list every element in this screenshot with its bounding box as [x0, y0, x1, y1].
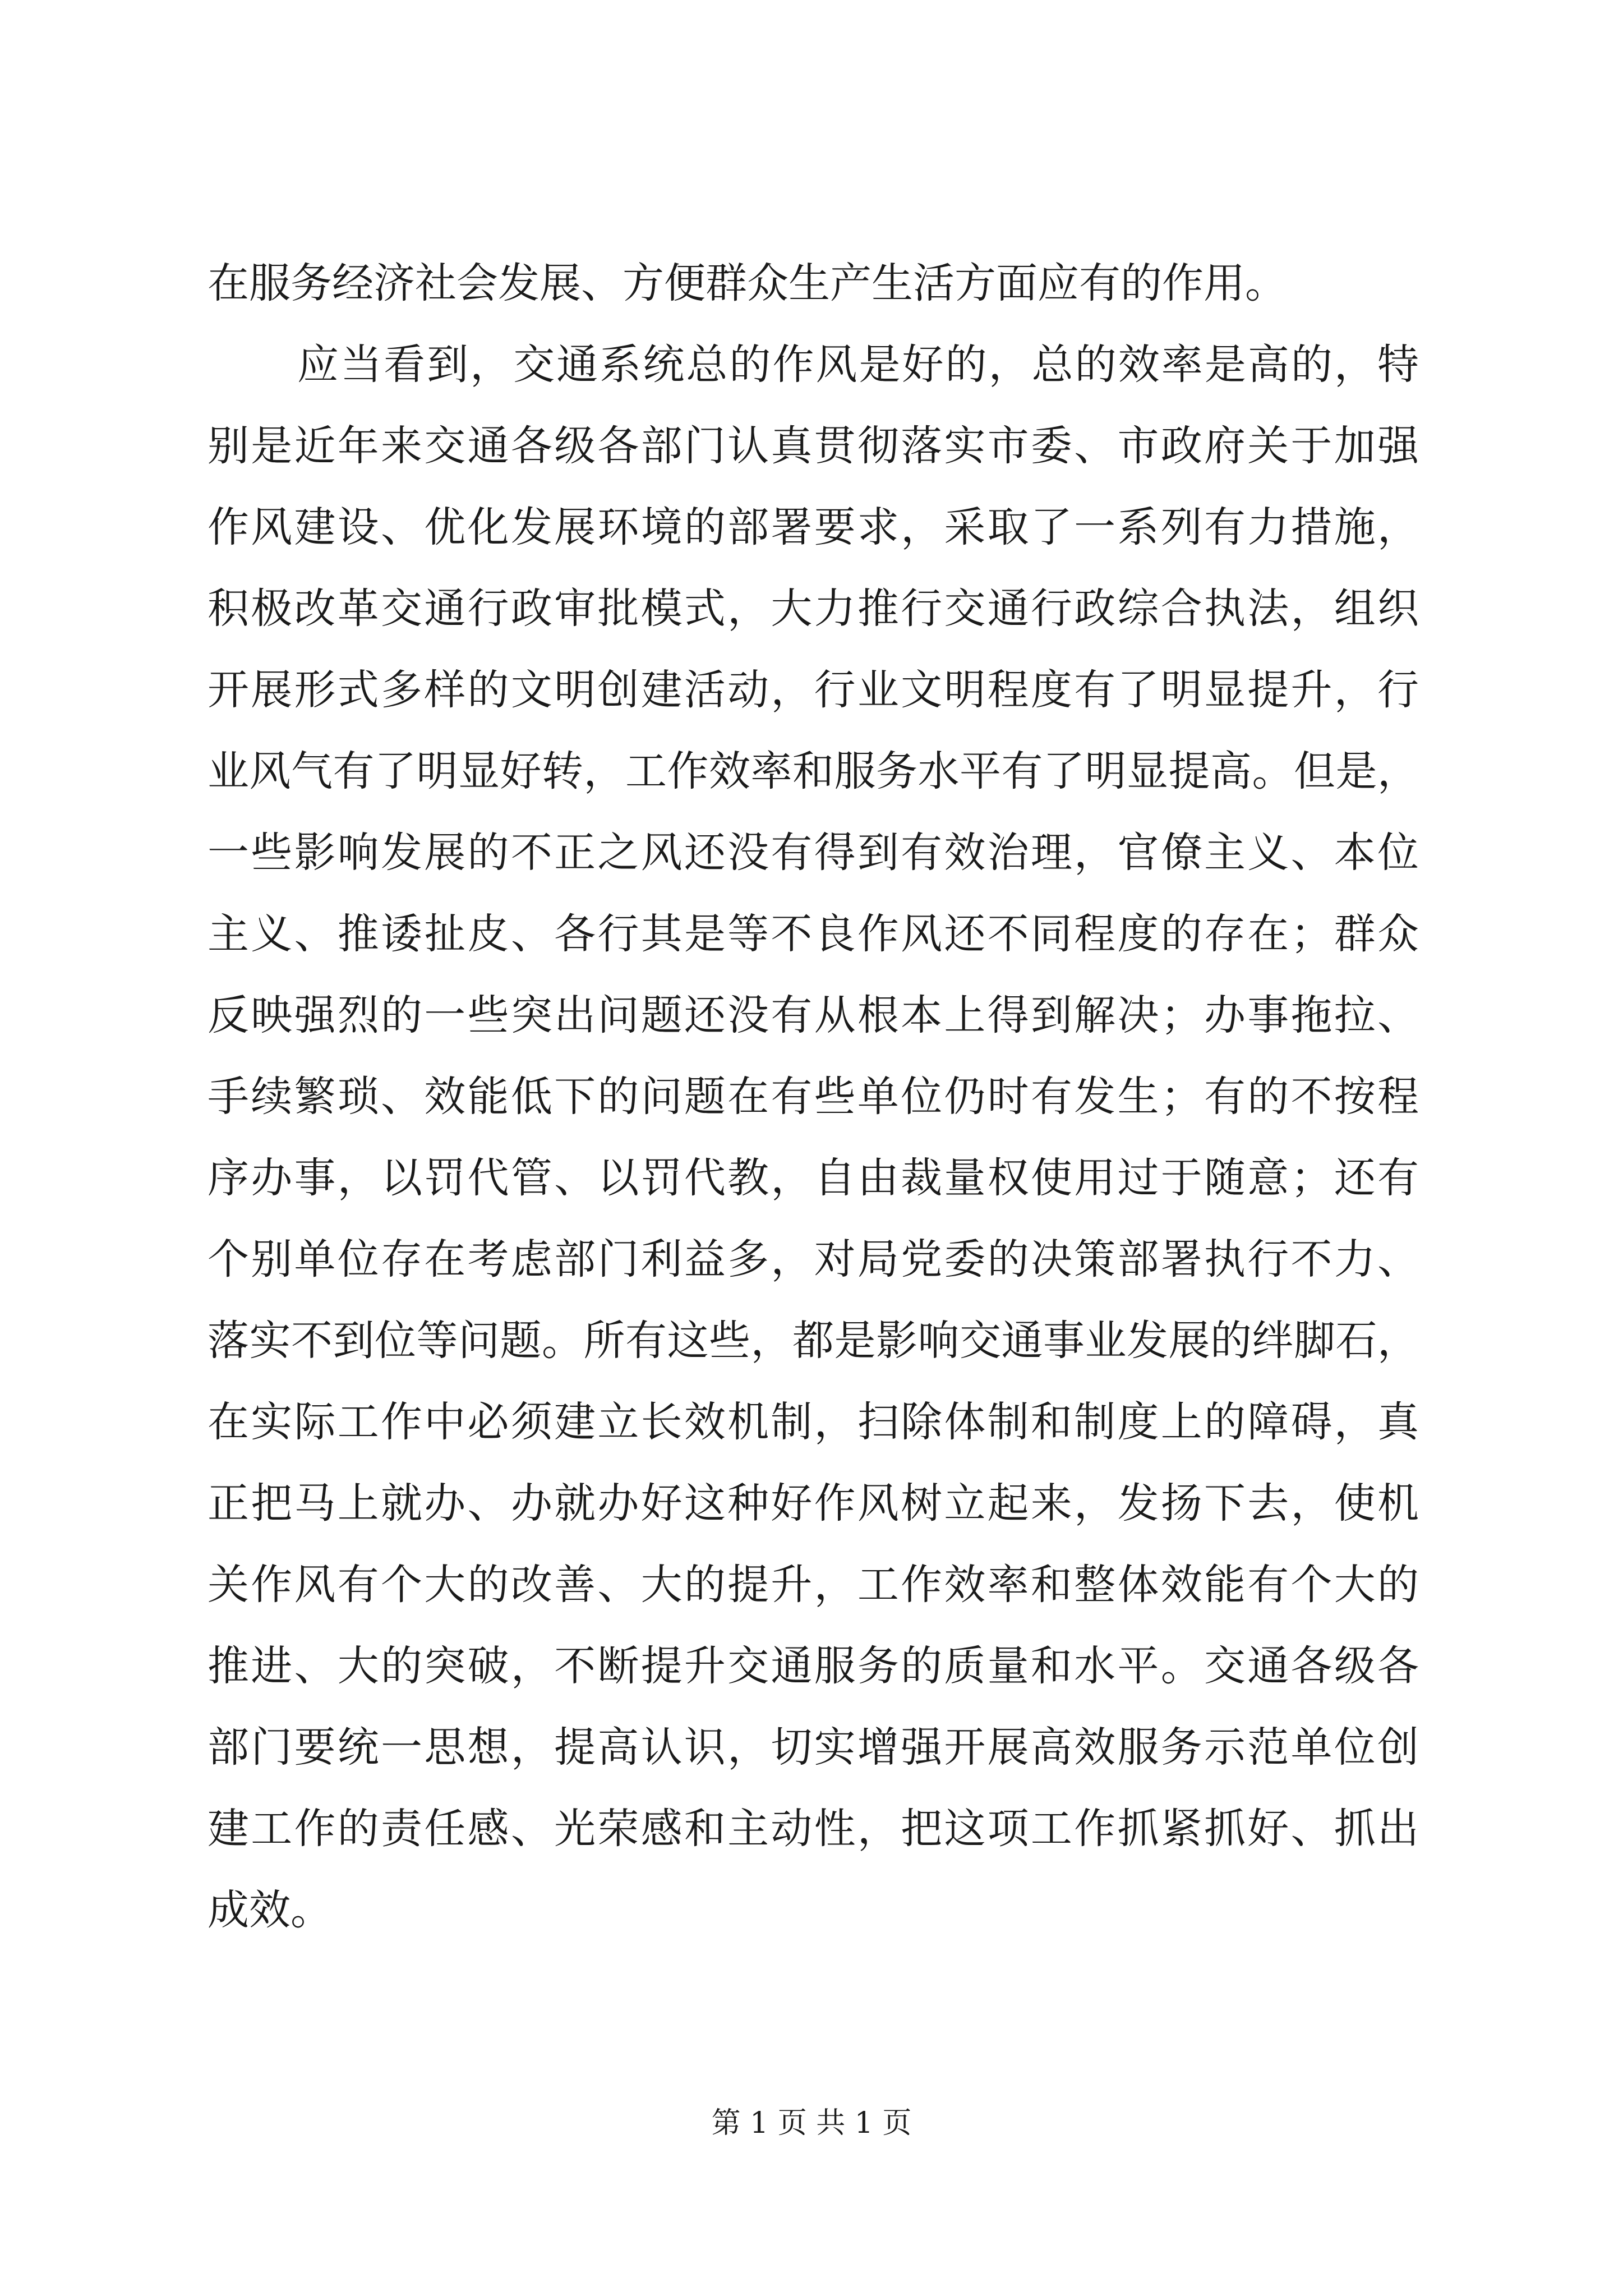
text-line: 在实际工作中必须建立长效机制，扫除体制和制度上的障碍，真: [208, 1398, 1419, 1446]
text-line: 作风建设、优化发展环境的部署要求，采取了一系列有力措施，: [208, 503, 1419, 551]
text-line: 开展形式多样的文明创建活动，行业文明程度有了明显提升，行: [208, 666, 1419, 714]
text-line: 主义、推诿扯皮、各行其是等不良作风还不同程度的存在；群众: [208, 910, 1419, 958]
page-footer: 第 1 页 共 1 页: [711, 2106, 912, 2140]
text-line: 推进、大的突破，不断提升交通服务的质量和水平。交通各级各: [208, 1642, 1419, 1690]
text-line: 积极改革交通行政审批模式，大力推行交通行政综合执法，组织: [208, 585, 1419, 633]
text-line: 反映强烈的一些突出问题还没有从根本上得到解决；办事拖拉、: [208, 991, 1419, 1039]
text-line: 序办事，以罚代管、以罚代教，自由裁量权使用过于随意；还有: [208, 1154, 1419, 1202]
text-line: 关作风有个大的改善、大的提升，工作效率和整体效能有个大的: [208, 1561, 1419, 1609]
text-line: 手续繁琐、效能低下的问题在有些单位仍时有发生；有的不按程: [208, 1073, 1419, 1121]
text-line: 落实不到位等问题。所有这些，都是影响交通事业发展的绊脚石，: [208, 1317, 1419, 1365]
text-line: 一些影响发展的不正之风还没有得到有效治理，官僚主义、本位: [208, 829, 1419, 877]
text-line: 部门要统一思想，提高认识，切实增强开展高效服务示范单位创: [208, 1723, 1419, 1772]
text-line: 正把马上就办、办就办好这种好作风树立起来，发扬下去，使机: [208, 1479, 1419, 1527]
text-line: 建工作的责任感、光荣感和主动性，把这项工作抓紧抓好、抓出: [208, 1805, 1419, 1853]
text-line: 业风气有了明显好转，工作效率和服务水平有了明显提高。但是，: [208, 747, 1419, 795]
text-line: 成效。: [208, 1886, 332, 1934]
text-line: 别是近年来交通各级各部门认真贯彻落实市委、市政府关于加强: [208, 422, 1419, 470]
text-line: 在服务经济社会发展、方便群众生产生活方面应有的作用。: [208, 259, 1287, 307]
text-line: 应当看到，交通系统总的作风是好的，总的效率是高的，特: [297, 341, 1419, 389]
text-line: 个别单位存在考虑部门利益多，对局党委的决策部署执行不力、: [208, 1235, 1419, 1283]
